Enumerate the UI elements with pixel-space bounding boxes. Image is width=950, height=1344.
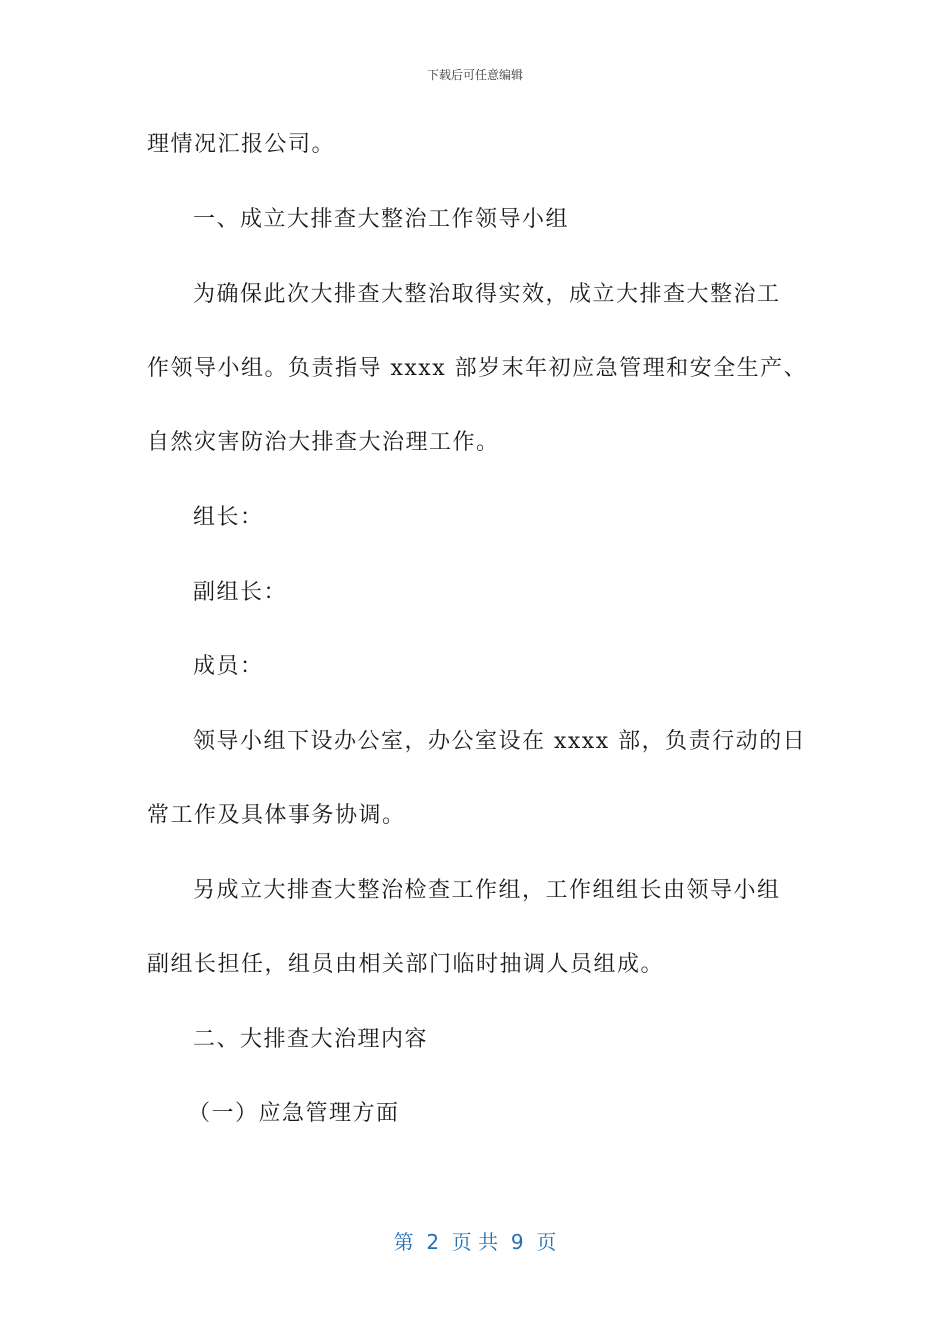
section-heading-1: 一、成立大排查大整治工作领导小组: [193, 207, 570, 232]
body-line-3: 为确保此次大排查大整治取得实效，成立大排查大整治工: [193, 282, 781, 307]
group-leader-label: 组长：: [193, 505, 264, 530]
members-label: 成员：: [193, 654, 264, 679]
body-line-1: 理情况汇报公司。: [147, 132, 336, 157]
body-line-10: 常工作及具体事务协调。: [147, 803, 406, 828]
body-line-4: 作领导小组。负责指导 xxxx 部岁末年初应急管理和安全生产、: [147, 356, 808, 381]
body-line-12: 副组长担任，组员由相关部门临时抽调人员组成。: [147, 952, 665, 977]
header-note: 下载后可任意编辑: [426, 68, 523, 82]
subsection-heading-1: （一）应急管理方面: [188, 1101, 400, 1126]
body-line-5: 自然灾害防治大排查大治理工作。: [147, 430, 500, 455]
page-number: 第 2 页 共 9 页: [393, 1230, 557, 1254]
body-line-11: 另成立大排查大整治检查工作组，工作组组长由领导小组: [193, 878, 781, 903]
deputy-leader-label: 副组长：: [193, 580, 288, 605]
body-line-9: 领导小组下设办公室，办公室设在 xxxx 部，负责行动的日: [193, 729, 807, 754]
section-heading-2: 二、大排查大治理内容: [193, 1027, 429, 1052]
